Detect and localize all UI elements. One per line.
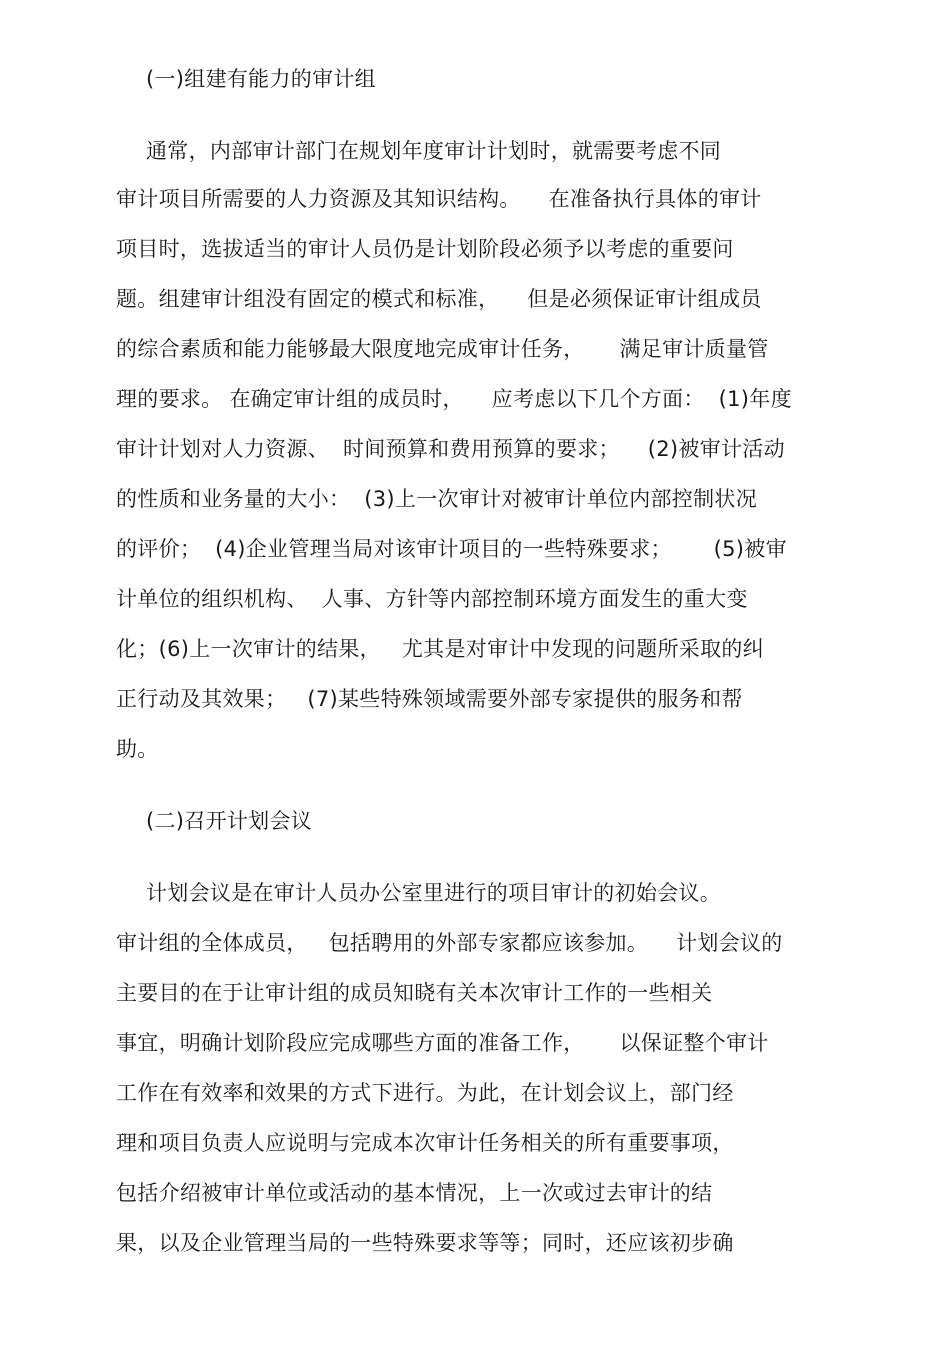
section-heading-1: (一)组建有能力的审计组 xyxy=(146,67,376,91)
paragraph-line: 审计计划对人力资源、 时间预算和费用预算的要求； (2)被审计活动 xyxy=(116,437,785,461)
paragraph-line: 的综合素质和能力能够最大限度地完成审计任务， 满足审计质量管 xyxy=(116,337,769,361)
paragraph-line: 理和项目负责人应说明与完成本次审计任务相关的所有重要事项， xyxy=(116,1131,734,1155)
paragraph-line: 的性质和业务量的大小： (3)上一次审计对被审计单位内部控制状况 xyxy=(116,487,757,511)
paragraph-line: 主要目的在于让审计组的成员知晓有关本次审计工作的一些相关 xyxy=(116,981,713,1005)
paragraph-line: 事宜，明确计划阶段应完成哪些方面的准备工作， 以保证整个审计 xyxy=(116,1031,769,1055)
paragraph-line: 审计项目所需要的人力资源及其知识结构。 在准备执行具体的审计 xyxy=(116,187,762,211)
paragraph-line: 的评价； (4)企业管理当局对该审计项目的一些特殊要求； (5)被审 xyxy=(116,537,787,561)
paragraph-line: 果，以及企业管理当局的一些特殊要求等等；同时，还应该初步确 xyxy=(116,1231,734,1255)
paragraph-line: 助。 xyxy=(116,737,159,761)
paragraph-line: 包括介绍被审计单位或活动的基本情况，上一次或过去审计的结 xyxy=(116,1181,713,1205)
paragraph-line: 计单位的组织机构、 人事、方针等内部控制环境方面发生的重大变 xyxy=(116,587,748,611)
paragraph-line: 计划会议是在审计人员办公室里进行的项目审计的初始会议。 xyxy=(146,881,722,905)
paragraph-line: 正行动及其效果； (7)某些特殊领域需要外部专家提供的服务和帮 xyxy=(116,687,743,711)
paragraph-line: 项目时，选拔适当的审计人员仍是计划阶段必须予以考虑的重要问 xyxy=(116,237,734,261)
paragraph-line: 通常，内部审计部门在规划年度审计计划时，就需要考虑不同 xyxy=(146,139,722,163)
paragraph-line: 工作在有效率和效果的方式下进行。为此，在计划会议上，部门经 xyxy=(116,1081,734,1105)
paragraph-line: 理的要求。 在确定审计组的成员时， 应考虑以下几个方面： (1)年度 xyxy=(116,387,792,411)
section-heading-2: (二)召开计划会议 xyxy=(146,809,313,833)
paragraph-line: 化；(6)上一次审计的结果， 尤其是对审计中发现的问题所采取的纠 xyxy=(116,637,764,661)
paragraph-line: 题。组建审计组没有固定的模式和标准， 但是必须保证审计组成员 xyxy=(116,287,762,311)
paragraph-line: 审计组的全体成员， 包括聘用的外部专家都应该参加。 计划会议的 xyxy=(116,931,783,955)
